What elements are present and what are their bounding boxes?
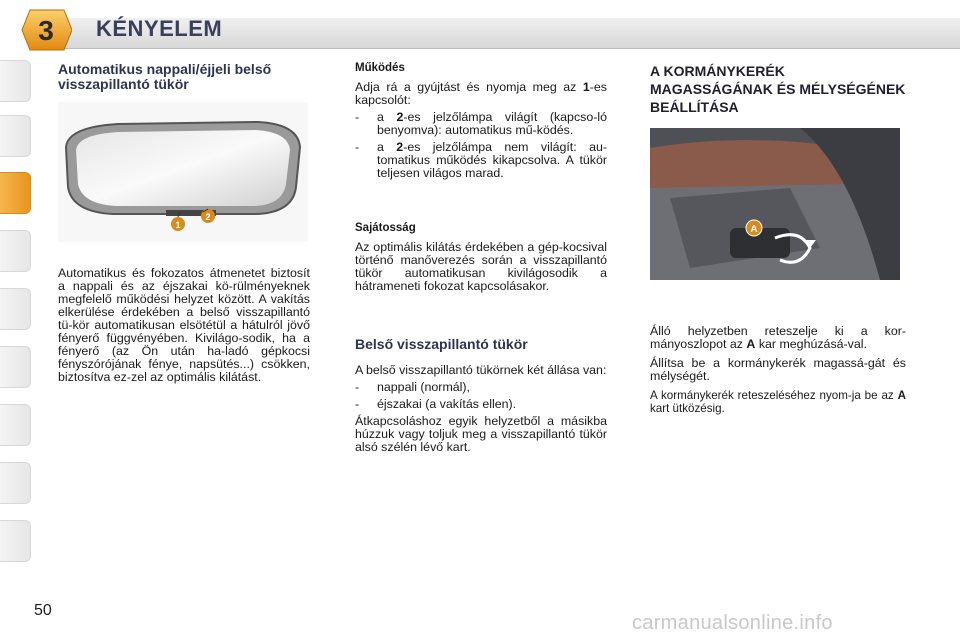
steering-step-2: Állítsa be a kormánykerék magassá-gát és mélységét.	[650, 356, 906, 383]
list-item: - a 2-es jelzőlámpa világít (kapcso-ló benyomva): automatikus mű-ködés.	[355, 110, 607, 137]
chapter-tab[interactable]	[0, 60, 31, 102]
steering-step-3: A kormánykerék reteszeléséhez nyom-ja be az A kart ütközésig.	[650, 389, 906, 415]
inner-mirror-intro: A belső visszapillantó tükörnek két állása van:	[355, 363, 607, 377]
list-item: - a 2-es jelzőlámpa nem világít: au-tomatikus működés kikapcsolva. A tükör teljesen világos marad.	[355, 140, 607, 180]
operation-intro: Adja rá a gyújtást és nyomja meg az 1-es kapcsolót:	[355, 80, 607, 107]
chapter-title: KÉNYELEM	[96, 16, 223, 41]
chapter-tab[interactable]	[0, 346, 31, 388]
rear-view-mirror-figure	[58, 102, 308, 242]
figure-label-1: 1	[175, 220, 181, 230]
page-number: 50	[34, 602, 52, 619]
steering-column-figure	[650, 128, 900, 280]
inner-mirror-heading: Belső visszapillantó tükör	[355, 336, 528, 352]
list-item: - éjszakai (a vakítás ellen).	[355, 397, 517, 411]
list-item: - nappali (normál),	[355, 380, 470, 394]
column-operation	[355, 62, 607, 454]
special-feature-heading: Sajátosság	[355, 222, 416, 234]
chapter-tab-active[interactable]	[0, 172, 31, 214]
operation-heading: Működés	[355, 62, 405, 74]
chapter-tab[interactable]	[0, 520, 31, 562]
column-mirror-auto	[58, 62, 310, 384]
figure-label-a: A	[750, 224, 758, 235]
chapter-badge	[20, 8, 72, 52]
special-feature-text: Az optimális kilátás érdekében a gép-kocsival történő manőverezés során a visszapillantó tükör automatikusan kivilágosodik a hátrameneti fokozat kapcsolásakor.	[355, 240, 607, 293]
chapter-number: 3	[38, 15, 54, 46]
steering-heading: A KORMÁNYKERÉK MAGASSÁGÁNAK ÉS MÉLYSÉGÉNEK BEÁLLÍTÁSA	[650, 63, 906, 115]
section-heading: Automatikus nappali/éjjeli belső visszapillantó tükör	[58, 61, 272, 92]
chapter-tab[interactable]	[0, 404, 31, 446]
chapter-tab[interactable]	[0, 462, 31, 504]
mirror-description: Automatikus és fokozatos átmenetet biztosít a nappali és az éjszakai kö-rülményeknek megfelelő működési helyzet között. A vakítás elkerülése érdekében a belső visszapillantó tü-kör automatikusan elsötétül a hátulról jövő fényerő függvényében. Kivilágo-sodik, ha a fényerő (az Ön után ha-ladó gépkocsi fényszórójának fénye, napsütés...) csökken, biztosítva ez-zel az optimális kilátást.	[58, 266, 310, 384]
column-steering	[650, 62, 906, 415]
chapter-tab[interactable]	[0, 288, 31, 330]
steering-step-1: Álló helyzetben reteszelje ki a kor-mányoszlopot az A kar meghúzásá-val.	[650, 324, 906, 351]
chapter-tab-rail	[0, 60, 30, 580]
watermark: carmanualsonline.info	[632, 612, 833, 634]
chapter-tab[interactable]	[0, 115, 31, 157]
figure-label-2: 2	[205, 212, 211, 222]
inner-mirror-outro: Átkapcsoláshoz egyik helyzetből a másikba húzzuk vagy toljuk meg a visszapillantó tükör alsó szélén lévő kart.	[355, 414, 607, 454]
chapter-tab[interactable]	[0, 230, 31, 272]
